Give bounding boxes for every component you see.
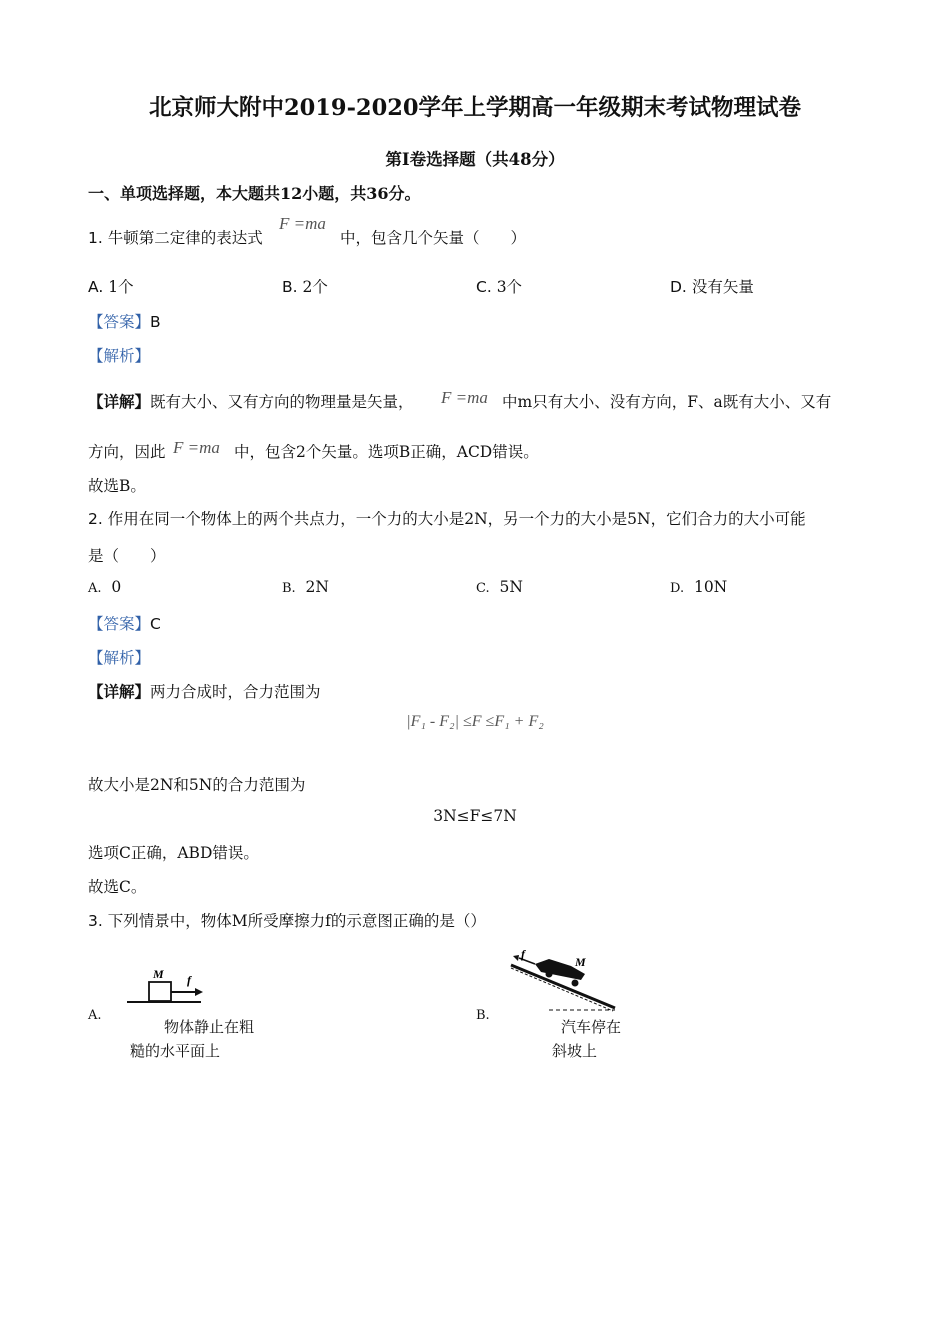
formula-f-ma: F =ma	[279, 214, 326, 233]
option-b[interactable]	[282, 578, 329, 596]
answer-line	[88, 612, 161, 634]
detail-tag: 【详解】	[88, 392, 151, 411]
option-a-label[interactable]: A.	[88, 1008, 102, 1023]
question-number: 3.	[88, 912, 103, 930]
option-label: D.	[670, 278, 687, 296]
detail-line-2-end: 中，包含2个矢量。选项B正确，ACD错误。	[234, 443, 539, 461]
document-title: 北京师大附中2019-2020学年上学期高一年级期末考试物理试卷	[148, 95, 802, 121]
detail-line-2-start: 方向，因此	[88, 443, 166, 461]
correct-options: 选项C正确，ABD错误。	[88, 844, 259, 862]
option-a[interactable]	[88, 275, 134, 297]
mass-label: M	[153, 967, 164, 981]
question-3-stem	[88, 909, 486, 931]
question-text: 牛顿第二定律的表达式	[107, 229, 263, 247]
option-text: 2N	[305, 578, 329, 596]
option-label: B.	[282, 278, 298, 296]
range-text: 故大小是2N和5N的合力范围为	[88, 776, 306, 794]
answer-tag: 【答案】	[88, 615, 151, 633]
option-c[interactable]	[476, 275, 522, 297]
conclusion: 故选B。	[88, 477, 146, 495]
option-text: 0	[111, 578, 122, 596]
part-heading: 第I卷选择题（共48分）	[385, 150, 565, 169]
question-text: 下列情景中，物体M所受摩擦力f的示意图正确的是（）	[107, 912, 486, 930]
question-2-stem	[88, 507, 806, 529]
detail-text-tail: 中m只有大小、没有方向，F、a既有大小、又有	[502, 393, 832, 411]
answer-value: B	[150, 313, 161, 331]
question-text: 作用在同一个物体上的两个共点力，一个力的大小是2N，另一个力的大小是5N，它们合力的大小可能	[107, 510, 806, 528]
horizontal-block-diagram	[125, 962, 215, 1008]
option-b-caption-line-1: 汽车停在	[561, 1018, 622, 1036]
question-number: 2.	[88, 510, 103, 528]
option-label: A.	[88, 581, 102, 596]
option-label: C.	[476, 581, 490, 596]
detail-line-1	[88, 390, 414, 412]
option-b-caption-line-2: 斜坡上	[552, 1042, 598, 1060]
option-label: C.	[476, 278, 492, 296]
analysis-tag: 【解析】	[88, 347, 151, 365]
conclusion: 故选C。	[88, 878, 147, 896]
analysis-tag: 【解析】	[88, 649, 151, 667]
option-text: 没有矢量	[691, 278, 754, 296]
option-d[interactable]	[670, 275, 754, 297]
section-heading: 一、单项选择题，本大题共12小题，共36分。	[88, 184, 421, 203]
formula-f-ma: F =ma	[441, 388, 488, 407]
detail-text: 两力合成时，合力范围为	[150, 683, 321, 701]
option-text: 2个	[302, 278, 328, 296]
friction-label: f	[187, 973, 191, 987]
option-a-caption-line-2: 糙的水平面上	[130, 1042, 221, 1060]
formula-f-ma: F =ma	[173, 438, 220, 457]
range-formula: |F₁ - F₂| ≤F ≤F₁ + F₂	[406, 713, 544, 730]
option-d[interactable]	[670, 578, 727, 596]
option-text: 10N	[693, 578, 728, 596]
range-value: 3N≤F≤7N	[433, 807, 517, 825]
option-b[interactable]	[282, 275, 328, 297]
answer-tag: 【答案】	[88, 313, 151, 331]
option-c[interactable]	[476, 578, 523, 596]
option-label: D.	[670, 581, 685, 596]
question-number: 1.	[88, 229, 103, 247]
option-text: 1个	[108, 278, 134, 296]
detail-text: 既有大小、又有方向的物理量是矢量，	[150, 393, 414, 411]
answer-value: C	[150, 615, 161, 633]
car-on-slope-diagram	[505, 950, 630, 1020]
question-1-stem	[88, 226, 263, 248]
option-label: A.	[88, 278, 104, 296]
option-label: B.	[282, 581, 296, 596]
friction-label: f	[521, 950, 525, 961]
option-text: 3个	[496, 278, 523, 296]
question-text-line-2: 是（ ）	[88, 547, 166, 565]
mass-label: M	[575, 955, 586, 969]
detail-tag: 【详解】	[88, 682, 151, 701]
option-text: 5N	[499, 578, 523, 596]
question-text-tail: 中，包含几个矢量（ ）	[340, 229, 527, 247]
option-a[interactable]	[88, 578, 121, 596]
option-b-label[interactable]: B.	[476, 1008, 490, 1023]
detail-line	[88, 680, 321, 702]
answer-line	[88, 310, 161, 332]
option-a-caption-line-1: 物体静止在粗	[164, 1018, 255, 1036]
